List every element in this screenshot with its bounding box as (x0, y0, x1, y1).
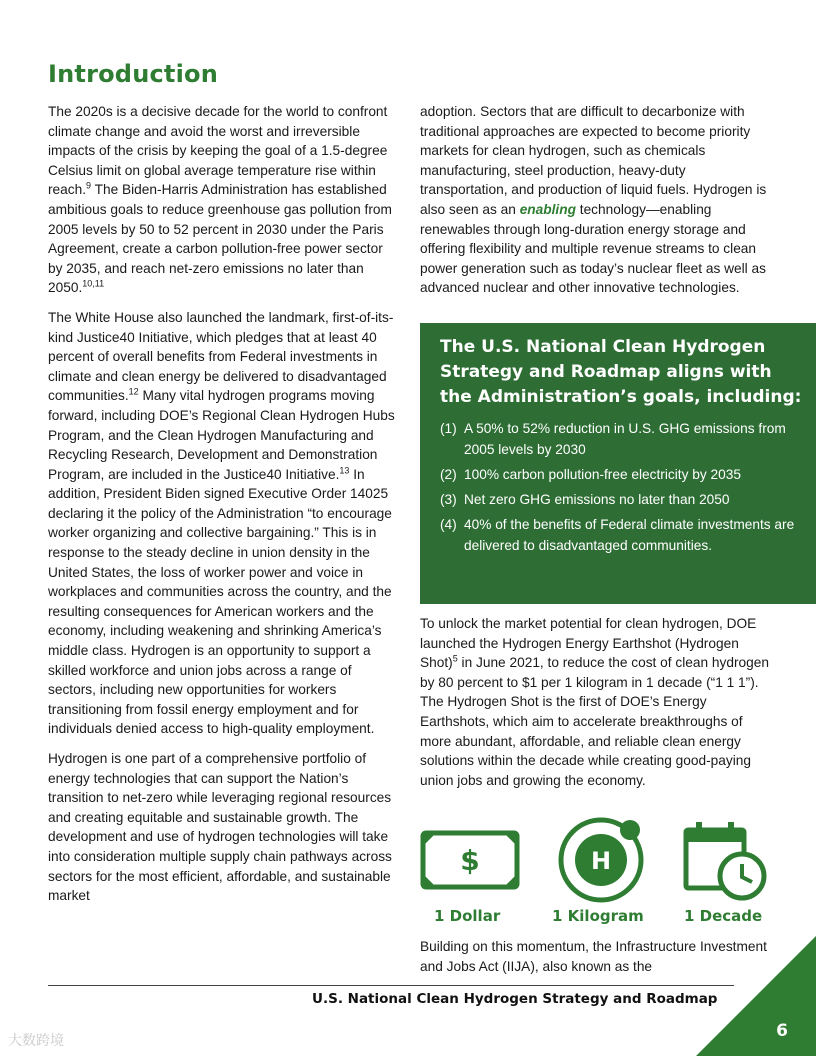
dollar-label: 1 Dollar (434, 907, 501, 925)
paragraph-hydrogen-shot: To unlock the market potential for clean hydrogen, DOE launched the Hydrogen Energy Earthshot (Hydrogen Shot)$^5$ in June 2021, to reduce the cost of clean hydrogen by 80 percent to $1 per 1 kilogram in 1 decade (“1 1 1”). The Hydrogen Shot is the first of DOE’s Energy Earthshots, which aim to accelerate breakthroughs of more abundant, affordable, and reliable clean energy solutions within the decade while creating good-paying union jobs and growing the economy. (420, 616, 769, 788)
hydrogen-kilogram-icon (556, 815, 646, 910)
paragraph-iija: Building on this momentum, the Infrastructure Investment and Jobs Act (IIJA), also known as the (420, 939, 767, 974)
callout-title: The U.S. National Clean Hydrogen Strategy and Roadmap aligns with the Administration’s goals, including: (440, 337, 802, 407)
goal-item: (2) 100% carbon pollution-free electricity by 2035 (440, 467, 741, 482)
svg-text:$: $ (460, 844, 480, 877)
kilogram-label: 1 Kilogram (552, 907, 644, 925)
calendar-clock-icon (682, 820, 768, 907)
page-number: 6 (776, 1021, 788, 1041)
hydrogen-shot-icons (420, 815, 770, 930)
paragraph-justice40: The White House also launched the landmark, first-of-its-kind Justice40 Initiative, which pledges that at least 40 percent of overall benefits from Federal investments in climate and clean energy be delivered to disadvantaged communities.$^{12}$ Many vital hydrogen programs moving forward, including DOE’s Regional Clean Hydrogen Hubs Program, and the Clean Hydrogen Manufacturing and Recycling Research, Development and Demonstration Program, are included in the Justice40 Initiative.$^{13}$ In addition, President Biden signed Executive Order 14025 declaring it the policy of the Administration “to encourage worker organizing and collective bargaining.” This is in response to the steady decline in union density in the United States, the loss of worker power and voice in workplaces and communities across the country, and the resulting consequences for American workers and the economy, including weakening and shrinking America’s middle class. Hydrogen is an opportunity to support a skilled workforce and union jobs across a range of sectors, including new opportunities for workers transitioning from fossil energy employment and for individuals denied access to high-quality employment. (48, 309, 395, 737)
left-column (48, 102, 398, 916)
corner-triangle (696, 936, 816, 1056)
paragraph-sectors: adoption. Sectors that are difficult to decarbonize with traditional approaches are expected to become priority markets for clean hydrogen, such as chemicals manufacturing, steel production, heavy-duty transportation, and production of liquid fuels. Hydrogen is also seen as an enabling technology—enabling renewables through long-duration energy storage and offering flexibility and multiple revenue streams to clean power generation such as today’s nuclear fleet as well as advanced nuclear and other innovative technologies. (420, 104, 767, 296)
emphasis-enabling: enabling (519, 201, 576, 217)
footnote-ref[interactable]: 5 (452, 653, 458, 664)
right-column-lower (420, 614, 770, 800)
decade-label: 1 Decade (684, 907, 763, 925)
footnote-ref[interactable]: 9 (86, 180, 92, 191)
goal-item: (3) Net zero GHG emissions no later than 2050 (440, 492, 730, 507)
paragraph-climate-decade: The 2020s is a decisive decade for the world to confront climate change and avoid the worst and irreversible impacts of the crisis by keeping the goal of a 1.5-degree Celsius limit on global average temperature rise within reach.$^9$ The Biden-Harris Administration has established ambitious goals to reduce greenhouse gas pollution from 2005 levels by 50 to 52 percent in 2030 under the Paris Agreement, create a carbon pollution-free power sector by 2035, and reach net-zero emissions no later than 2050.$^{10,11}$ (48, 104, 392, 296)
footnote-ref[interactable]: 12 (128, 386, 139, 397)
svg-text:H: H (590, 847, 612, 875)
page-title: Introduction (48, 60, 218, 88)
right-column (420, 102, 770, 308)
footnote-ref[interactable]: 13 (339, 465, 350, 476)
footnote-ref[interactable]: 10,11 (82, 278, 105, 289)
goals-callout-box (420, 323, 816, 604)
goal-item: (4) 40% of the benefits of Federal climate investments are delivered to disadvantaged communities. (440, 517, 795, 553)
paragraph-hydrogen-portfolio: Hydrogen is one part of a comprehensive portfolio of energy technologies that can support the Nation’s transition to net-zero while leveraging regional resources and creating equitable and sustainable growth. The development and use of hydrogen technologies will take into consideration multiple supply chain pathways across sectors for the most efficient, affordable, and sustainable market (48, 751, 392, 904)
watermark: 大数跨境 (8, 1032, 64, 1048)
goal-item: (1) A 50% to 52% reduction in U.S. GHG emissions from 2005 levels by 2030 (440, 421, 786, 457)
footer-title: U.S. National Clean Hydrogen Strategy and Roadmap (312, 991, 718, 1007)
dollar-bill-icon (420, 830, 520, 895)
footer-divider (48, 985, 734, 986)
